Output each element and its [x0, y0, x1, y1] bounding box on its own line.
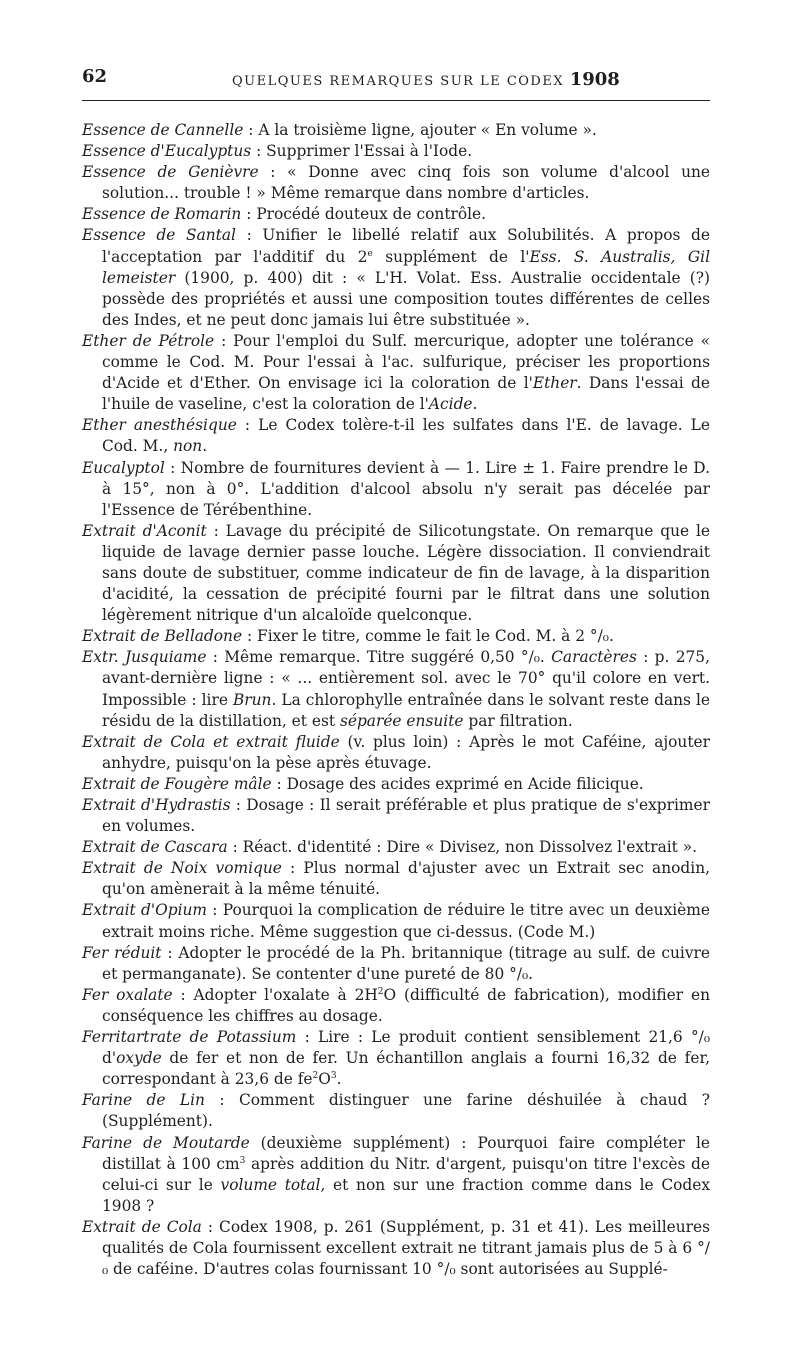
entry-term: Eucalyptol [82, 458, 165, 477]
entry-term: Essence de Genièvre [82, 163, 259, 182]
superscript: 3 [239, 1155, 246, 1166]
entry-ether-petrole [82, 331, 710, 415]
entry-text: : A la troisième ligne, ajouter « En volume ». [243, 121, 597, 139]
entry-text: : Le Codex tolère-t-il les sulfates dans l'E. de lavage. Le Cod. M., [102, 416, 711, 456]
entry-text: . [202, 437, 208, 456]
entry-text: : Adopter le procédé de la Ph. britannique (titrage au sulf. de cuivre et permanganate). Se contenter d'une pureté de 80 °/₀. [102, 943, 710, 983]
entry-extrait-jusquiame [82, 647, 710, 731]
entry-extrait-fougere [82, 774, 710, 795]
entry-text: , et non sur une fraction comme dans le Codex 1908 ? [102, 1175, 710, 1215]
entry-fer-reduit [82, 943, 710, 985]
entry-term: Essence de Cannelle [82, 121, 244, 139]
entry-term: Essence de Santal [82, 226, 236, 245]
entry-text: : Fixer le titre, comme le fait le Cod. M. à 2 °/₀. [242, 627, 614, 646]
entry-text: après addition du Nitr. d'argent, puisqu'on titre l'excès de celui-ci sur le [102, 1154, 710, 1194]
entry-term: Extr. Jusquiame [82, 648, 207, 667]
running-title-year: 1908 [569, 69, 620, 90]
entry-term: Extrait de Cola [82, 1217, 202, 1236]
entry-text: : « Donne avec cinq fois son volume d'alcool une solution... trouble ! » Même remarque dans nombre d'articles. [102, 163, 710, 203]
entry-eucalyptol [82, 458, 710, 521]
entry-italic: non [173, 437, 203, 456]
entry-term: Extrait de Fougère mâle [82, 774, 272, 793]
entry-extrait-cascara [82, 837, 710, 858]
entry-term: Ether de Pétrole [82, 331, 215, 350]
entry-italic: Brun [232, 690, 272, 709]
entry-extrait-aconit [82, 521, 710, 626]
entry-text: : Plus normal d'ajuster avec un Extrait sec anodin, qu'on amènerait à la même ténuité. [102, 859, 710, 899]
entry-text: : Lire : Le produit contient sensiblement 21,6 °/₀ d' [102, 1028, 710, 1068]
entry-text: de fer et non de fer. Un échantillon anglais a fourni 16,32 de fer, correspondant à 23,6 de fe [102, 1049, 710, 1089]
entry-text: (v. plus loin) : Après le mot Caféine, ajouter anhydre, puisqu'on la pèse après étuvage. [102, 732, 710, 772]
entry-italic: volume total [220, 1175, 321, 1194]
entry-text: : Dosage des acides exprimé en Acide filicique. [271, 774, 644, 793]
entry-text: (deuxième supplément) : Pourquoi faire compléter le distillat à 100 cm [102, 1133, 710, 1173]
entry-essence-cannelle [82, 120, 710, 141]
running-title-text: QUELQUES REMARQUES SUR LE CODEX [232, 74, 565, 89]
entry-text: (1900, p. 400) dit : « L'H. Volat. Ess. Australie occidentale (?) possède des propriétés et aussi une composition toutes différentes de celles des Indes, et ne peut donc jamais lui être substituée ». [102, 268, 710, 329]
entry-term: Extrait d'Hydrastis [82, 796, 231, 814]
entry-fer-oxalate [82, 985, 710, 1027]
superscript: 2 [377, 986, 384, 997]
entry-term: Farine de Moutarde [82, 1133, 250, 1152]
entry-term: Essence d'Eucalyptus [82, 142, 252, 161]
entry-essence-genievre [82, 162, 710, 204]
entry-text: : Codex 1908, p. 261 (Supplément, p. 31 et 41). Les meilleures qualités de Cola fournissent excellent extrait ne titrant jamais plus de 5 à 6 °/₀ de caféine. D'autres colas fournissant 10 °/₀ sont autorisées au Supplé- [102, 1217, 711, 1279]
entry-farine-lin [82, 1090, 710, 1132]
running-title [232, 69, 702, 90]
entry-term: Farine de Lin [82, 1091, 205, 1110]
entry-term: Extrait d'Aconit [82, 521, 207, 540]
entry-text: : Dosage : Il serait préférable et plus pratique de s'exprimer en volumes. [102, 796, 710, 836]
entry-farine-moutarde [82, 1133, 710, 1217]
entry-text: : Procédé douteux de contrôle. [241, 205, 487, 224]
entry-text: . [336, 1070, 342, 1089]
entry-term: Ether anesthésique [82, 416, 237, 435]
entry-extrait-opium [82, 900, 710, 942]
entry-text: : Nombre de fournitures devient à — 1. Lire ± 1. Faire prendre le D. à 15°, non à 0°. L'addition d'alcool absolu n'y serait pas décelée par l'Essence de Térébenthine. [102, 458, 710, 519]
entry-essence-romarin [82, 204, 710, 225]
entry-essence-eucalyptus [82, 141, 710, 162]
entry-italic: séparée ensuite [339, 711, 464, 730]
entry-text: . La chlorophylle entraînée dans le solvant reste dans le résidu de la distillation, et est [102, 690, 710, 730]
entry-text: supplément de l' [372, 247, 530, 266]
entry-text: : Même remarque. Titre suggéré 0,50 °/₀. [206, 648, 552, 667]
page-header [82, 66, 712, 96]
entry-text: . Dans l'essai de l'huile de vaseline, c'est la coloration de l' [102, 374, 711, 414]
entry-italic: Caractères [551, 648, 637, 667]
entry-term: Ferritartrate de Potassium [82, 1028, 297, 1047]
entry-term: Extrait de Noix vomique [82, 859, 282, 878]
entry-essence-santal [82, 225, 710, 330]
page-number: 62 [82, 66, 108, 87]
entry-text: : Unifier le libellé relatif aux Solubilités. A propos de l'acceptation par l'additif du 2 [102, 226, 710, 266]
entry-italic: Ess. S. Australis, Gil lemeister [102, 247, 710, 287]
entry-term: Extrait d'Opium [82, 901, 208, 920]
entry-text: : p. 275, avant-dernière ligne : « ... entièrement sol. avec le 70° qu'il colore en vert. Impossible : lire [102, 648, 710, 709]
superscript: 2 [312, 1071, 319, 1082]
entry-term: Essence de Romarin [82, 205, 242, 224]
entry-italic: Ether [532, 374, 577, 393]
superscript: e [367, 248, 373, 259]
entry-term: Fer oxalate [82, 985, 173, 1004]
entry-text: : Comment distinguer une farine déshuilée à chaud ? (Supplément). [102, 1091, 710, 1131]
entry-term: Fer réduit [82, 943, 162, 962]
entry-text: : Réact. d'identité : Dire « Divisez, non Dissolvez l'extrait ». [227, 838, 698, 857]
entry-text: : Supprimer l'Essai à l'Iode. [251, 142, 473, 161]
entry-italic: oxyde [116, 1049, 162, 1068]
page-body [82, 120, 710, 1280]
entry-text: : Pourquoi la complication de réduire le titre avec un deuxième extrait moins riche. Même suggestion que ci-dessus. (Code M.) [102, 901, 710, 941]
entry-term: Extrait de Belladone [82, 627, 243, 646]
entry-extrait-cola-fluide [82, 732, 710, 774]
superscript: 3 [330, 1071, 337, 1082]
entry-term: Extrait de Cola et extrait fluide [82, 732, 340, 751]
entry-text: : Pour l'emploi du Sulf. mercurique, adopter une tolérance « comme le Cod. M. Pour l'essai à l'ac. sulfurique, préciser les proportions d'Acide et d'Ether. On envisage ici la coloration de l' [102, 331, 711, 393]
header-rule [82, 100, 710, 101]
entry-text: . [472, 395, 478, 414]
entry-italic: Acide [428, 395, 473, 414]
entry-term: Extrait de Cascara [82, 838, 228, 857]
entry-text: O [318, 1070, 331, 1089]
entry-text: O (difficulté de fabrication), modifier en conséquence les chiffres au dosage. [102, 985, 710, 1025]
entry-extrait-noix-vomique [82, 858, 710, 900]
entry-ferritartrate [82, 1027, 710, 1090]
entry-text: : Lavage du précipité de Silicotungstate. On remarque que le liquide de lavage dernier passe louche. Légère dissociation. Il conviendrait sans doute de substituer, comme indicateur de fin de lavage, à la disparition d'acidité, la cessation de précipité fourni par le filtrat dans une solution légèrement nitrique d'un alcaloïde quelconque. [102, 521, 711, 625]
entry-extrait-cola [82, 1217, 710, 1280]
entry-text: par filtration. [463, 711, 573, 730]
entry-ether-anesthesique [82, 415, 710, 457]
entry-text: : Adopter l'oxalate à 2H [172, 985, 378, 1004]
entry-extrait-hydrastis [82, 795, 710, 837]
entry-extrait-belladone [82, 626, 710, 647]
